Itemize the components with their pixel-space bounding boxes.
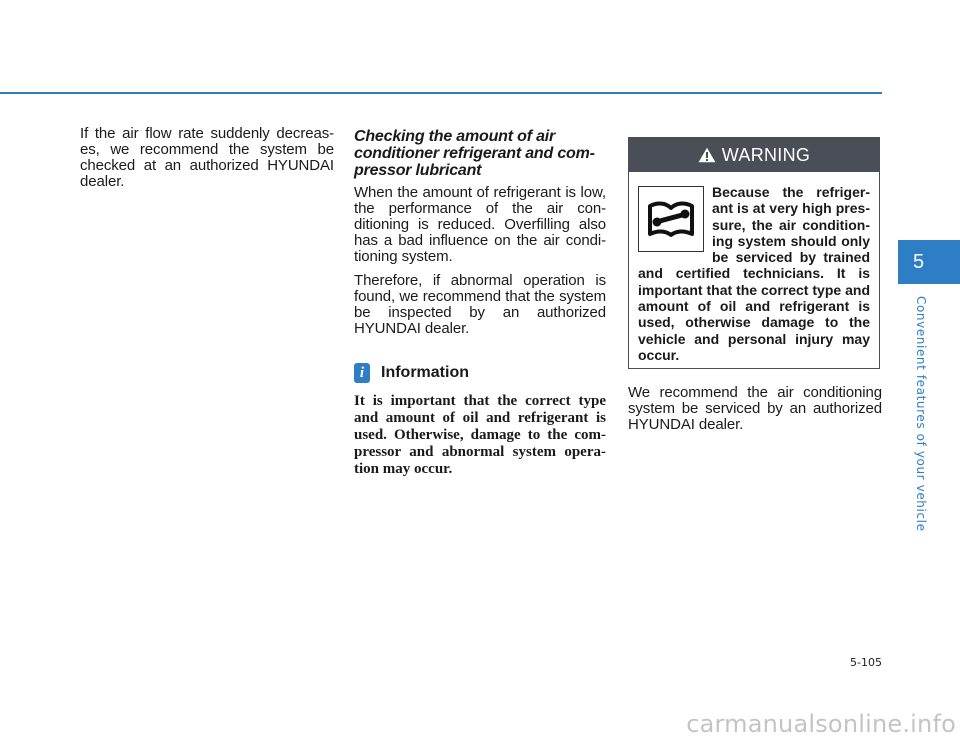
- airflow-paragraph: If the air flow rate suddenly decreas-es, we recommend the system be checked at an authorized HYUNDAI dealer.: [80, 125, 334, 190]
- chapter-tab: 5: [898, 240, 960, 284]
- warning-text: Because the refriger-ant is at very high pres-sure, the air condition-ing system should only be serviced by trained and certified technicians. It is important that the correct type and amount of oil and refrigerant is used, otherwise damage to the vehicle and personal injury may occur.: [638, 184, 870, 363]
- manual-wrench-icon: [638, 186, 704, 252]
- information-icon: i: [354, 363, 370, 383]
- header-rule: [0, 92, 882, 94]
- refrigerant-paragraph: When the amount of refrigerant is low, the performance of the air con-ditioning is reduced. Overfilling also has a bad influence on the air condi-tioning system.: [354, 184, 606, 265]
- watermark: carmanualsonline.info: [686, 710, 956, 738]
- warning-title: WARNING: [721, 144, 811, 165]
- inspection-paragraph: Therefore, if abnormal operation is found, we recommend that the system be inspected by an authorized HYUNDAI dealer.: [354, 272, 606, 337]
- section-heading: Checking the amount of air conditioner refrigerant and com-pressor lubricant: [354, 128, 595, 179]
- chapter-title: Convenient features of your vehicle: [914, 296, 928, 532]
- warning-header: [629, 138, 879, 172]
- column-left: [80, 126, 334, 198]
- column-right-paragraph: [628, 385, 882, 441]
- warning-body: [629, 172, 879, 363]
- information-text: It is important that the correct type and amount of oil and refrigerant is used. Otherwise, damage to the com-pressor and abnormal system opera-tion may occur.: [354, 393, 606, 477]
- warning-triangle-icon: [698, 147, 716, 163]
- warning-box: [628, 137, 880, 369]
- page-number: 5-105: [850, 656, 882, 669]
- service-paragraph: We recommend the air conditioning system be serviced by an authorized HYUNDAI dealer.: [628, 384, 882, 433]
- information-heading: [354, 363, 606, 383]
- column-middle: [354, 116, 606, 478]
- information-title: Information: [381, 364, 469, 381]
